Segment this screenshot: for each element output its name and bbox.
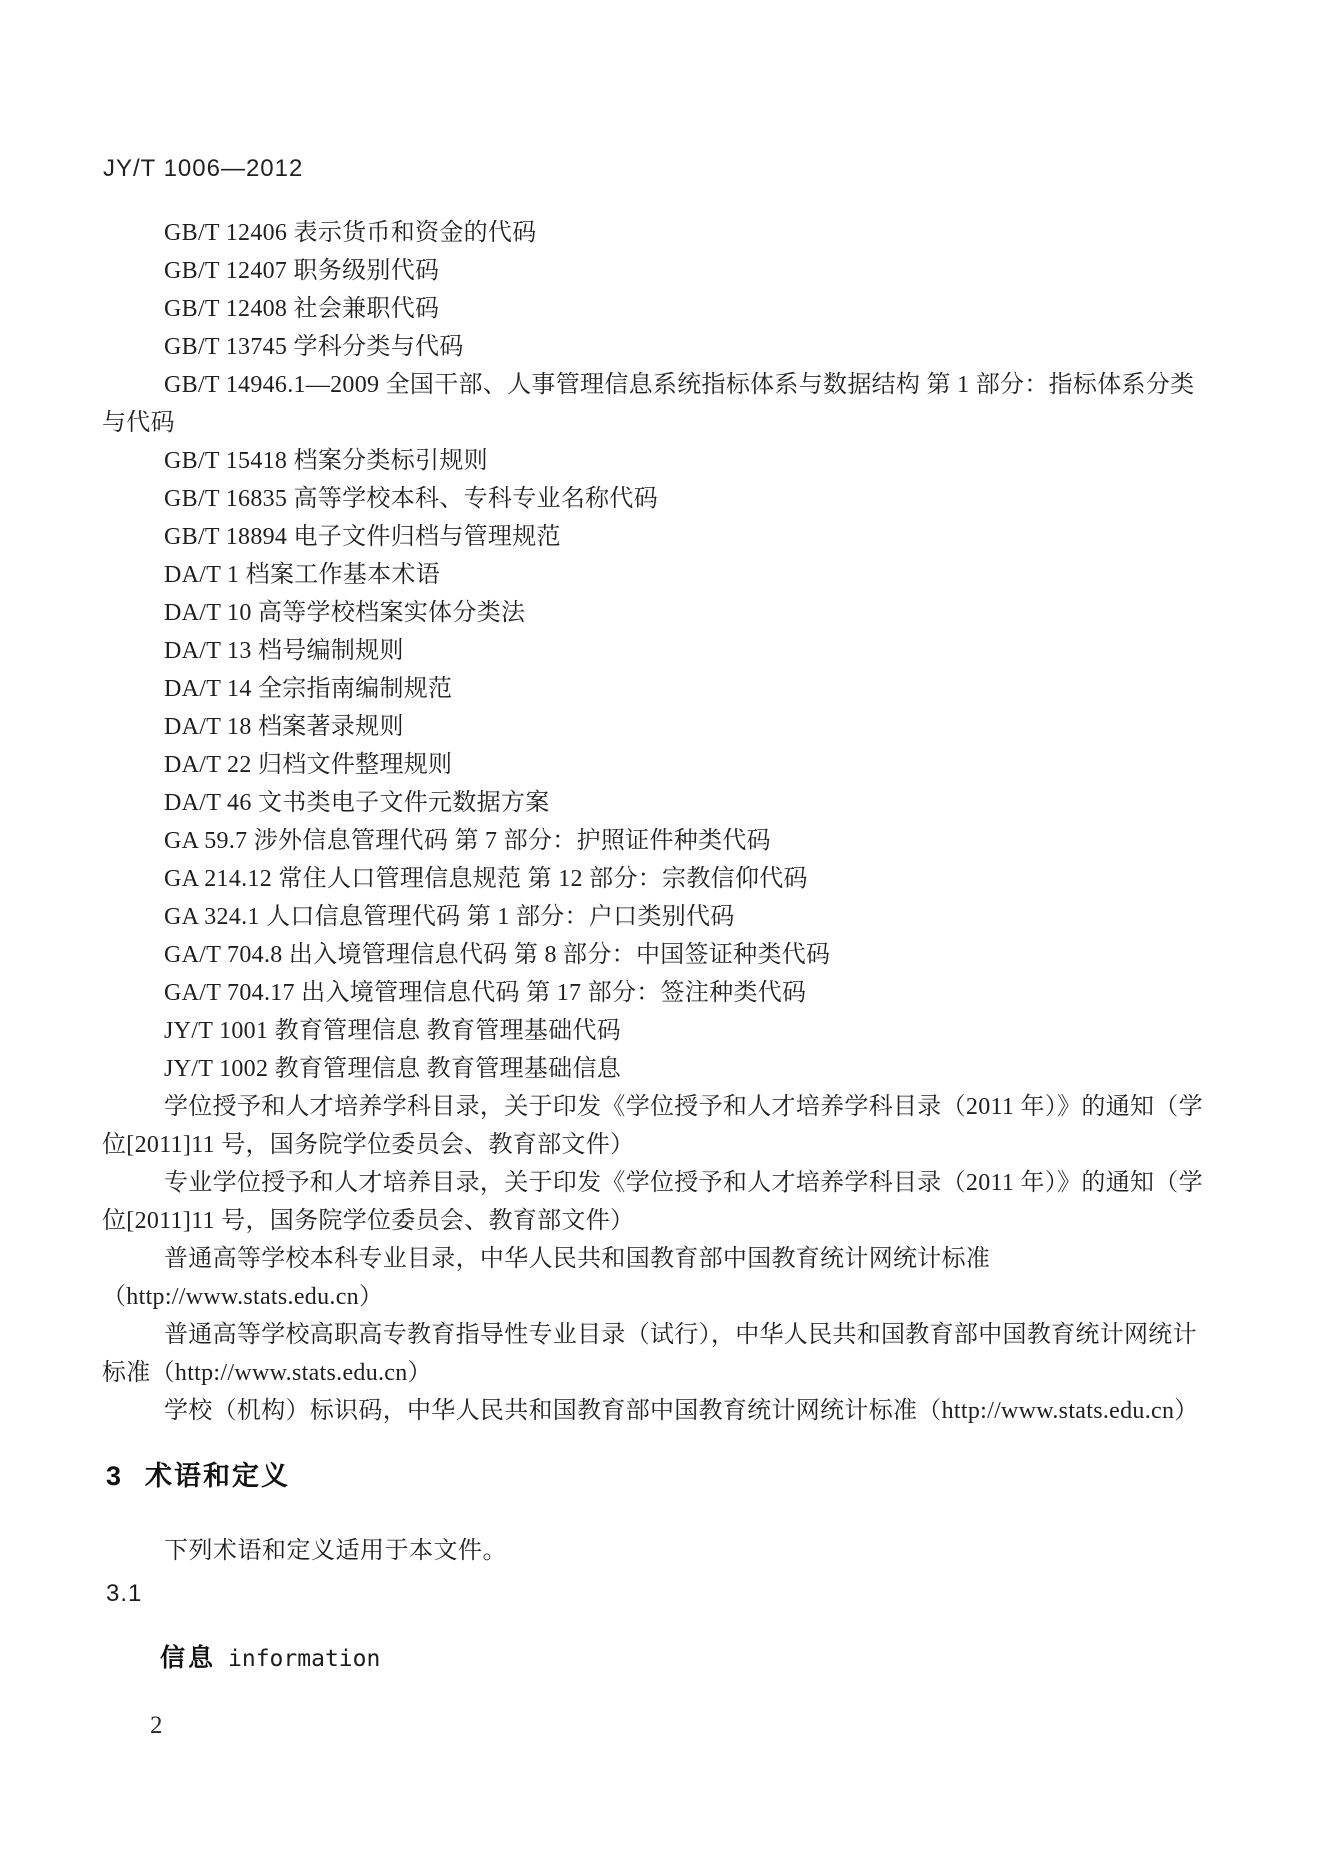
reference-line: DA/T 10 高等学校档案实体分类法 [164,600,526,626]
reference-line: 学校（机构）标识码，中华人民共和国教育部中国教育统计网统计标准（http://www.stats.edu.cn） [164,1398,1199,1424]
reference-line: 学位授予和人才培养学科目录，关于印发《学位授予和人才培养学科目录（2011 年）》的通知（学 [164,1094,1203,1120]
reference-line: GB/T 18894 电子文件归档与管理规范 [164,524,561,550]
reference-line: DA/T 14 全宗指南编制规范 [164,676,453,702]
terms-intro-text: 下列术语和定义适用于本文件。 [164,1538,507,1564]
section-title: 术语和定义 [145,1461,291,1491]
term-english: information [228,1646,381,1672]
term-3-1-entry [160,1638,380,1674]
section-number: 3 [106,1461,122,1491]
page-number: 2 [150,1712,163,1739]
document-code-header: JY/T 1006—2012 [103,155,304,182]
reference-line: 位[2011]11 号，国务院学位委员会、教育部文件） [102,1132,635,1158]
reference-line: GB/T 12407 职务级别代码 [164,258,440,284]
reference-line: GB/T 13745 学科分类与代码 [164,334,464,360]
reference-line: 专业学位授予和人才培养目录，关于印发《学位授予和人才培养学科目录（2011 年）》的通知（学 [164,1170,1203,1196]
reference-line: GA 59.7 涉外信息管理代码 第 7 部分：护照证件种类代码 [164,828,771,854]
reference-line: JY/T 1001 教育管理信息 教育管理基础代码 [164,1018,622,1044]
reference-line: DA/T 46 文书类电子文件元数据方案 [164,790,550,816]
reference-line: 位[2011]11 号，国务院学位委员会、教育部文件） [102,1208,635,1234]
term-3-1-number: 3.1 [106,1580,143,1607]
section-3-heading [106,1454,290,1493]
reference-line: DA/T 1 档案工作基本术语 [164,562,441,588]
reference-line: JY/T 1002 教育管理信息 教育管理基础信息 [164,1056,622,1082]
reference-line: GB/T 14946.1—2009 全国干部、人事管理信息系统指标体系与数据结构 第 1 部分：指标体系分类 [164,372,1195,398]
reference-line: DA/T 18 档案著录规则 [164,714,404,740]
reference-line: 与代码 [102,410,175,436]
reference-line: DA/T 13 档号编制规则 [164,638,404,664]
reference-line: GA 214.12 常住人口管理信息规范 第 12 部分：宗教信仰代码 [164,866,808,892]
reference-line: （http://www.stats.edu.cn） [102,1284,384,1310]
reference-line: GB/T 16835 高等学校本科、专科专业名称代码 [164,486,659,512]
normative-references-list [102,214,1262,1430]
reference-line: 普通高等学校高职高专教育指导性专业目录（试行），中华人民共和国教育部中国教育统计网统计 [164,1322,1197,1348]
term-chinese: 信息 [160,1644,217,1672]
reference-line: 普通高等学校本科专业目录，中华人民共和国教育部中国教育统计网统计标准 [164,1246,991,1272]
reference-line: GB/T 15418 档案分类标引规则 [164,448,488,474]
reference-line: GB/T 12406 表示货币和资金的代码 [164,220,537,246]
reference-line: GB/T 12408 社会兼职代码 [164,296,440,322]
reference-line: GA/T 704.8 出入境管理信息代码 第 8 部分：中国签证种类代码 [164,942,831,968]
reference-line: DA/T 22 归档文件整理规则 [164,752,453,778]
reference-line: 标准（http://www.stats.edu.cn） [102,1360,432,1386]
reference-line: GA 324.1 人口信息管理代码 第 1 部分：户口类别代码 [164,904,735,930]
reference-line: GA/T 704.17 出入境管理信息代码 第 17 部分：签注种类代码 [164,980,807,1006]
